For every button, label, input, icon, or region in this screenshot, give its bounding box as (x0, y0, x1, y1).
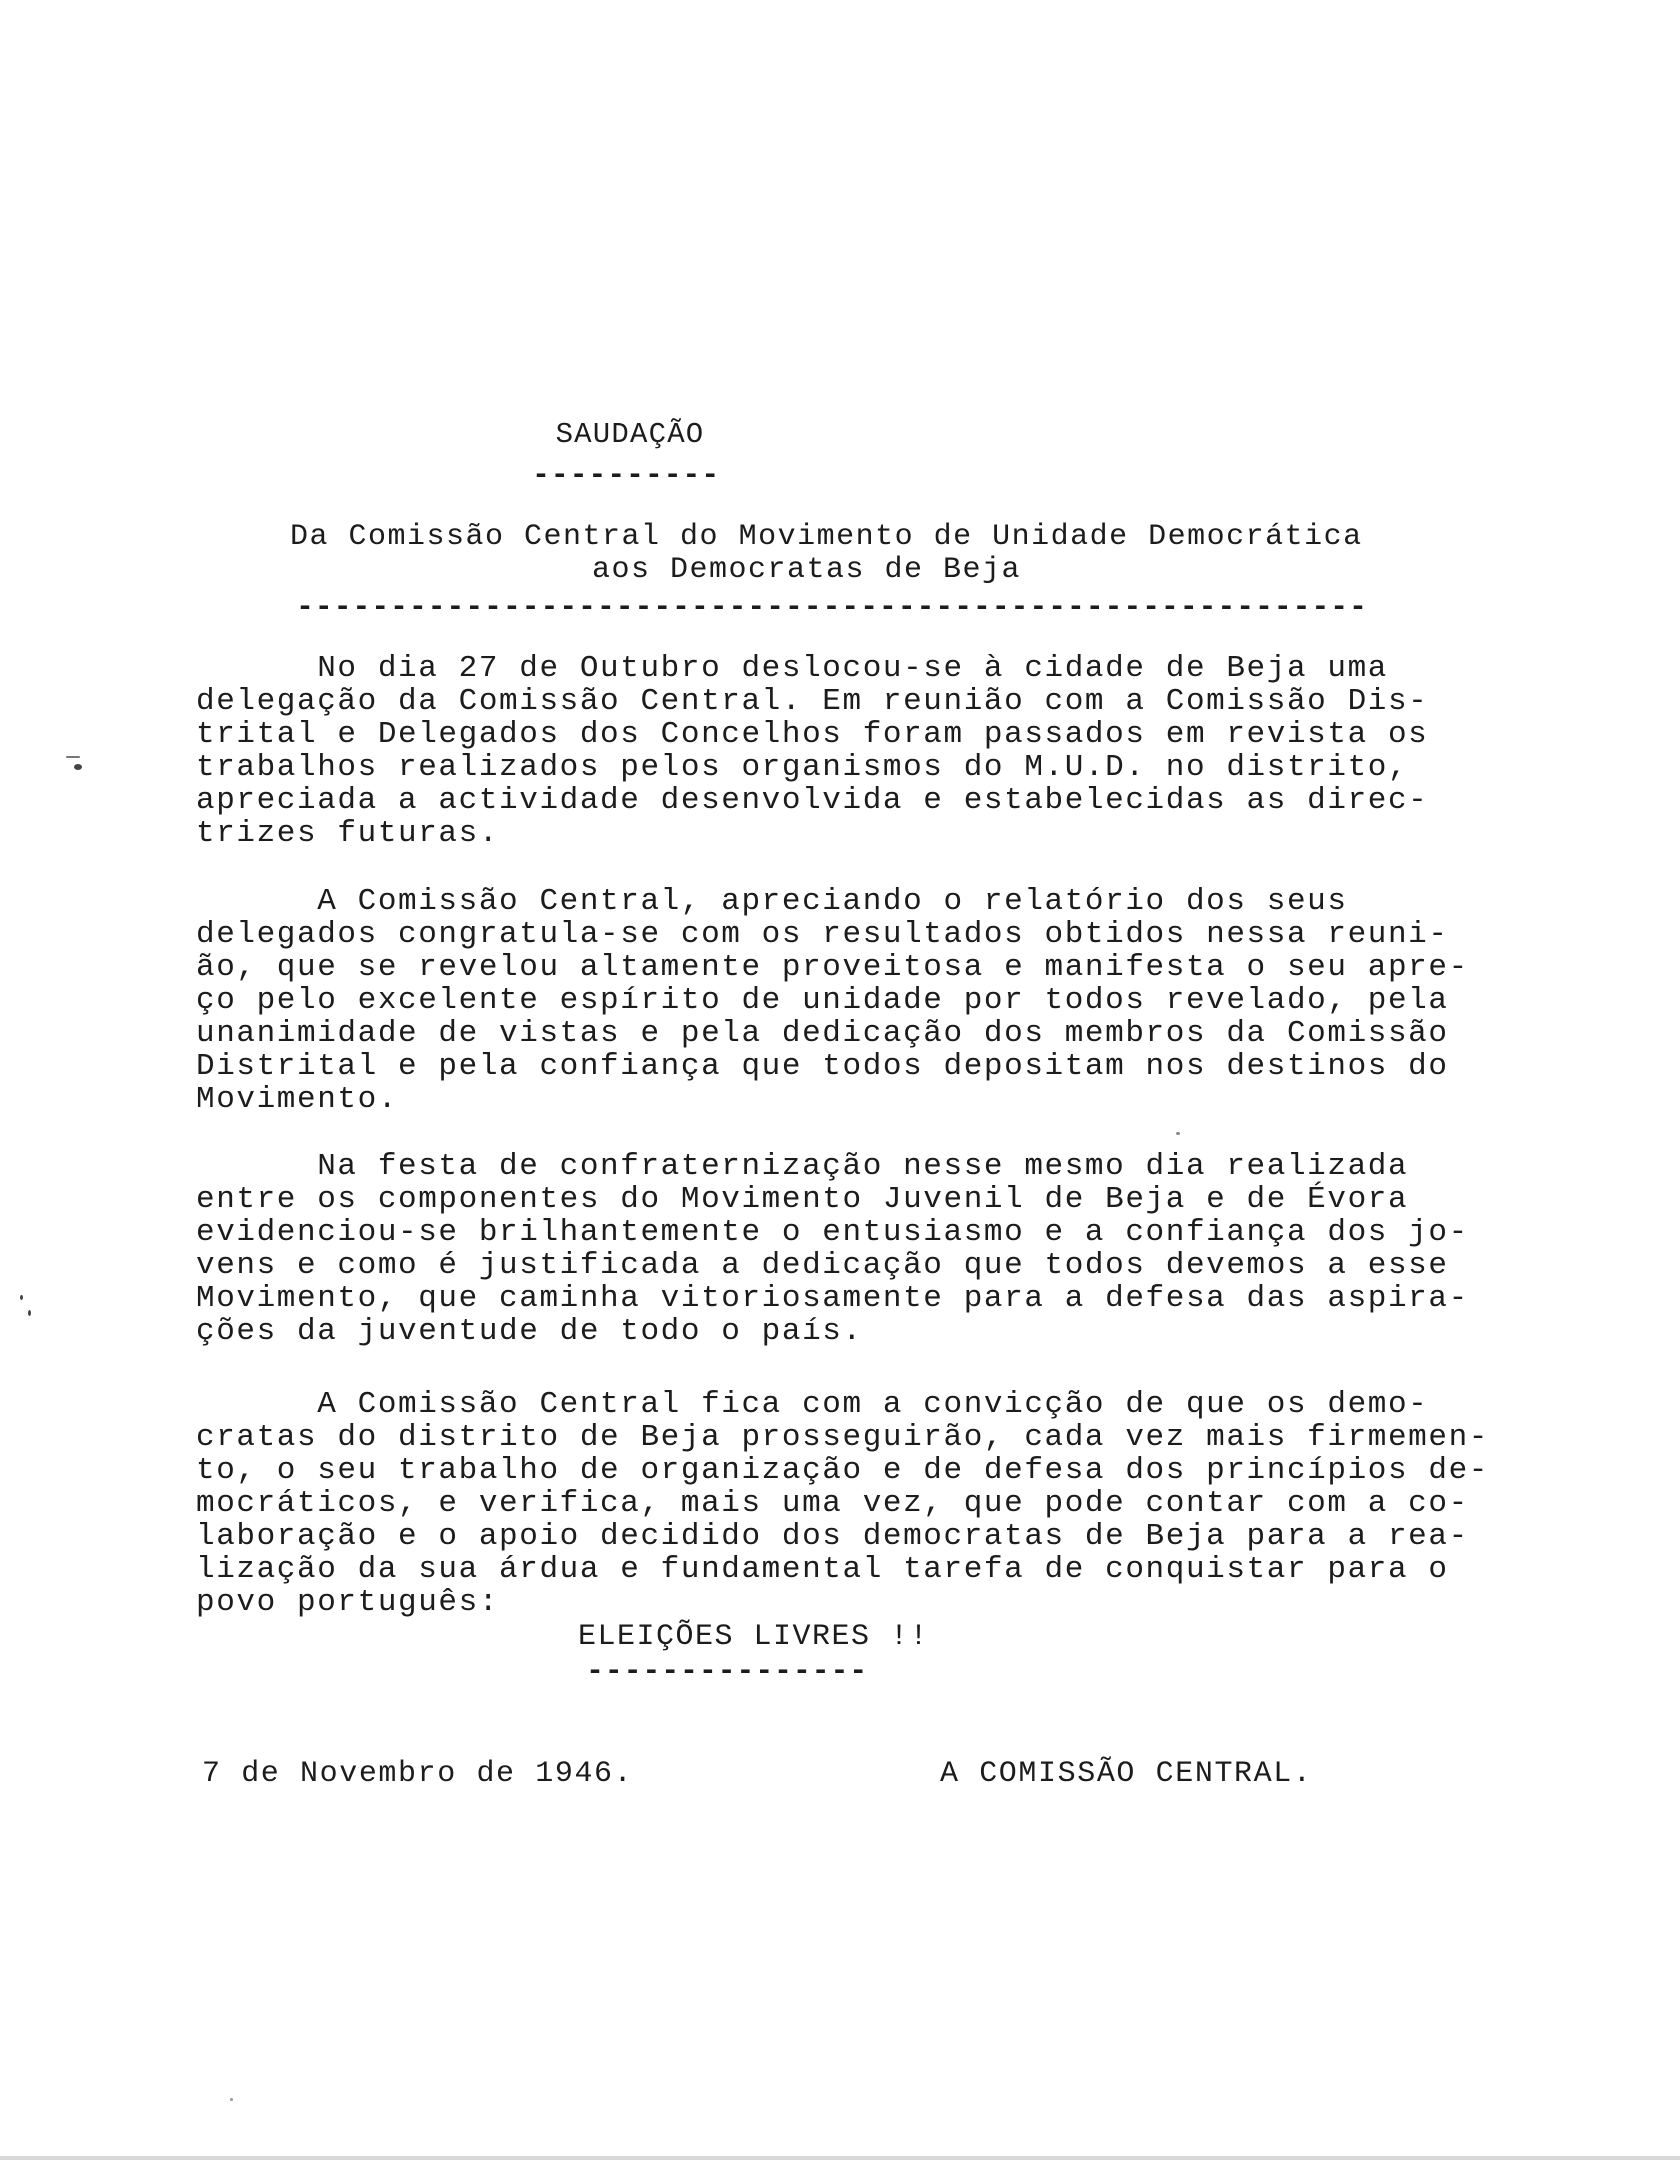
scan-speck (1176, 1132, 1180, 1135)
text-line: apreciada a actividade desenvolvida e estabelecidas as direc- (196, 783, 1429, 818)
scan-speck (230, 2098, 233, 2101)
scan-speck (66, 756, 80, 758)
scan-edge (0, 2156, 1680, 2160)
text-line: vens e como é justificada a dedicação que todos devemos a esse (196, 1248, 1449, 1283)
text-line: trital e Delegados dos Concelhos foram passados em revista os (196, 717, 1429, 752)
text-line: Na festa de confraternização nesse mesmo dia realizada (196, 1149, 1409, 1184)
text-line: No dia 27 de Outubro deslocou-se à cidade de Beja uma (196, 651, 1388, 686)
text-line: trizes futuras. (196, 816, 500, 851)
text-line: to, o seu trabalho de organização e de defesa dos princípios de- (196, 1453, 1489, 1488)
scan-speck (20, 1295, 23, 1300)
text-line: lização da sua árdua e fundamental tarefa de conquistar para o (196, 1552, 1449, 1587)
subtitle-line-2: aos Democratas de Beja (592, 553, 1022, 587)
title-underline: ---------- (532, 466, 721, 486)
slogan: ELEIÇÕES LIVRES !! (578, 1620, 930, 1654)
text-line: ão, que se revelou altamente proveitosa e manifesta o seu apre- (196, 950, 1469, 985)
document-date: 7 de Novembro de 1946. (202, 1757, 634, 1791)
signature: A COMISSÃO CENTRAL. (940, 1757, 1313, 1791)
slogan-underline: --------------- (586, 1662, 869, 1682)
text-line: delegados congratula-se com os resultados obtidos nessa reuni- (196, 917, 1449, 952)
subtitle-line-1: Da Comissão Central do Movimento de Unidade Democrática (290, 520, 1363, 554)
text-line: A Comissão Central fica com a convicção de que os demo- (196, 1387, 1429, 1422)
text-line: Movimento, que caminha vitoriosamente para a defesa das aspira- (196, 1281, 1469, 1316)
text-line: Distrital e pela confiança que todos depositam nos destinos do (196, 1049, 1449, 1084)
text-line: A Comissão Central, apreciando o relatório dos seus (196, 884, 1348, 919)
scan-speck (74, 764, 82, 770)
text-line: trabalhos realizados pelos organismos do M.U.D. no distrito, (196, 750, 1409, 785)
subtitle-underline: --------------------------------------------------------- (296, 598, 1368, 618)
text-line: delegação da Comissão Central. Em reunião com a Comissão Dis- (196, 684, 1429, 719)
text-line: mocráticos, e verifica, mais uma vez, que pode contar com a co- (196, 1486, 1469, 1521)
scan-speck (28, 1310, 31, 1316)
text-line: unanimidade de vistas e pela dedicação dos membros da Comissão (196, 1016, 1449, 1051)
text-line: entre os componentes do Movimento Juvenil de Beja e de Évora (196, 1182, 1409, 1217)
text-line: ções da juventude de todo o país. (196, 1314, 863, 1349)
text-line: Movimento. (196, 1082, 399, 1117)
document-title: SAUDAÇÃO (555, 418, 705, 451)
text-line: evidenciou-se brilhantemente o entusiasmo e a confiança dos jo- (196, 1215, 1469, 1250)
text-line: povo português: (196, 1585, 500, 1620)
text-line: cratas do distrito de Beja prosseguirão, cada vez mais firmemen- (196, 1420, 1489, 1455)
text-line: ço pelo excelente espírito de unidade por todos revelado, pela (196, 983, 1449, 1018)
text-line: laboração e o apoio decidido dos democratas de Beja para a rea- (196, 1519, 1469, 1554)
